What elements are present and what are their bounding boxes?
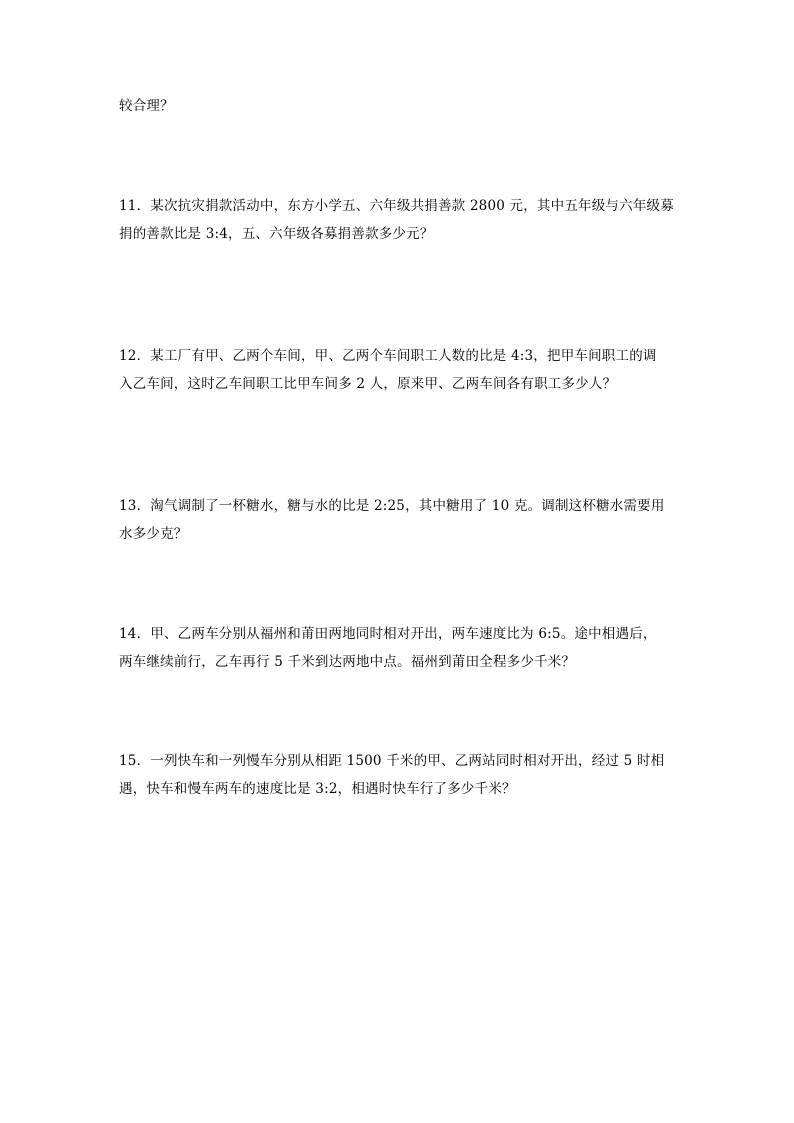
question-14-line-1: 14．甲、乙两车分别从福州和莆田两地同时相对开出，两车速度比为 6:5。途中相遇后， bbox=[119, 626, 657, 642]
question-15-line-2: 遇，快车和慢车两车的速度比是 3:2，相遇时快车行了多少千米？ bbox=[119, 781, 516, 797]
question-12-line-2: 入乙车间，这时乙车间职工比甲车间多 2 人，原来甲、乙两车间各有职工多少人？ bbox=[119, 376, 617, 392]
continuation-text: 较合理？ bbox=[119, 98, 174, 114]
question-14-line-2: 两车继续前行，乙车再行 5 千米到达两地中点。福州到莆田全程多少千米？ bbox=[119, 654, 576, 670]
question-11-line-1: 11．某次抗灾捐款活动中，东方小学五、六年级共捐善款 2800 元，其中五年级与六年级募 bbox=[119, 198, 674, 214]
question-15-line-1: 15．一列快车和一列慢车分别从相距 1500 千米的甲、乙两站同时相对开出，经过 5 时相 bbox=[119, 753, 665, 769]
question-12-line-1: 12．某工厂有甲、乙两个车间，甲、乙两个车间职工人数的比是 4:3，把甲车间职工的调 bbox=[119, 348, 657, 364]
question-13-line-1: 13．淘气调制了一杯糖水，糖与水的比是 2:25，其中糖用了 10 克。调制这杯糖水需要用 bbox=[119, 498, 665, 514]
question-11-line-2: 捐的善款比是 3:4，五、六年级各募捐善款多少元？ bbox=[119, 226, 434, 242]
question-13-line-2: 水多少克？ bbox=[119, 526, 188, 542]
